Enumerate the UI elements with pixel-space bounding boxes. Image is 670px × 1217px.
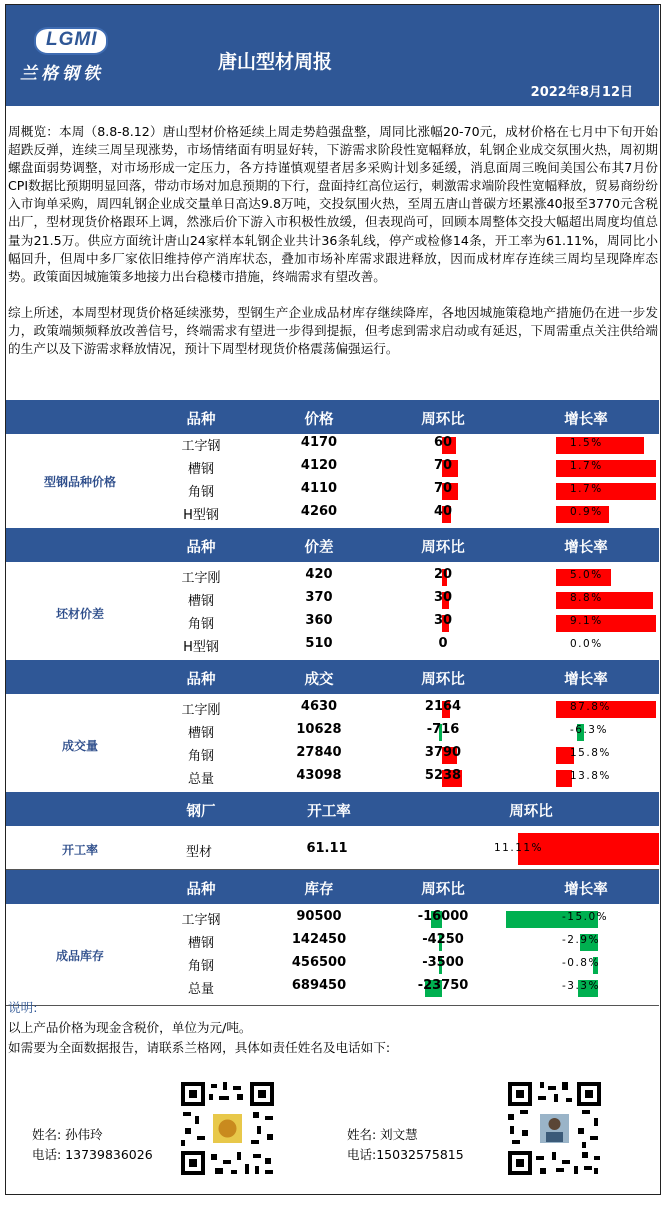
table-cell-value: 43098 xyxy=(296,768,342,783)
table-cell-wow: 30 xyxy=(433,613,453,628)
table-cell-wow: 5238 xyxy=(424,768,462,783)
spread-col-header: 品种 xyxy=(186,540,216,556)
operating-col-header: 钢厂 xyxy=(186,804,216,820)
contact-1 xyxy=(32,1125,153,1165)
table-cell-rate: 13.8% xyxy=(570,770,611,782)
table-cell-name: 槽钢 xyxy=(187,594,214,609)
volume-col-header: 增长率 xyxy=(564,672,608,688)
contact-1-name: 姓名: 孙伟玲 xyxy=(32,1127,103,1142)
table-cell-value: 10628 xyxy=(296,722,342,737)
table-cell-rate: -15.0% xyxy=(562,911,609,923)
inventory-section-label: 成品库存 xyxy=(55,949,104,963)
contact-1-phone: 电话: 13739836026 xyxy=(32,1147,153,1162)
inventory-col-header: 周环比 xyxy=(421,882,465,898)
table-cell-value: 4110 xyxy=(300,481,338,496)
contact-2-phone: 电话:15032575815 xyxy=(347,1147,464,1162)
table-cell-value: 370 xyxy=(305,590,333,605)
weekly-summary xyxy=(8,123,658,358)
qr-code-icon-1 xyxy=(179,1080,276,1177)
price-col-header: 增长率 xyxy=(564,412,608,428)
volume-section-label: 成交量 xyxy=(61,739,98,753)
table-cell-wow: 11.11% xyxy=(494,842,544,854)
report-header xyxy=(6,5,659,106)
price-section-label: 型钢品种价格 xyxy=(43,475,116,489)
table-cell-rate: 87.8% xyxy=(570,701,611,713)
volume-col-header: 周环比 xyxy=(421,672,465,688)
table-cell-rate: 0.9% xyxy=(570,506,603,518)
table-cell-rate: -0.8% xyxy=(562,957,600,969)
inventory-header-band xyxy=(6,870,659,904)
table-cell-wow: 70 xyxy=(433,481,453,496)
spread-col-header: 增长率 xyxy=(564,540,608,556)
table-cell-wow: 60 xyxy=(433,435,453,450)
volume-col-header: 品种 xyxy=(186,672,216,688)
table-cell-rate: -3.3% xyxy=(562,980,600,992)
qr-code-icon-2 xyxy=(506,1080,603,1177)
logo-text: LGMI xyxy=(46,29,98,50)
spread-col-header: 周环比 xyxy=(421,540,465,556)
table-cell-value: 4170 xyxy=(300,435,338,450)
table-cell-name: 工字刚 xyxy=(181,703,221,718)
table-cell-value: 142450 xyxy=(291,932,347,947)
table-cell-rate: 9.1% xyxy=(570,615,603,627)
table-cell-wow: -716 xyxy=(426,722,460,737)
operating-col-header: 周环比 xyxy=(509,804,553,820)
table-cell-value: 510 xyxy=(305,636,333,651)
logo-chinese-name: 兰格钢铁 xyxy=(20,64,104,84)
table-cell-wow: -16000 xyxy=(417,909,469,924)
operating-section-label: 开工率 xyxy=(61,843,98,857)
table-cell-value: 4260 xyxy=(300,504,338,519)
table-cell-value: 4630 xyxy=(300,699,338,714)
table-cell-name: 角钢 xyxy=(187,485,214,500)
table-cell-name: H型钢 xyxy=(183,508,219,523)
table-cell-wow: -23750 xyxy=(417,978,469,993)
table-cell-name: 槽钢 xyxy=(187,726,214,741)
table-cell-name: 工字钢 xyxy=(181,913,221,928)
notes-line-2: 如需要为全面数据报告，请联系兰格网，具体如责任姓名及电话如下: xyxy=(8,1040,391,1055)
table-cell-value: 90500 xyxy=(296,909,342,924)
table-cell-name: 总量 xyxy=(187,772,214,787)
report-title: 唐山型材周报 xyxy=(218,51,333,73)
table-cell-name: 工字钢 xyxy=(181,439,221,454)
notes xyxy=(8,998,390,1058)
lgmi-logo xyxy=(20,27,120,87)
notes-line-1: 以上产品价格为现金含税价，单位为元/吨。 xyxy=(8,1020,252,1035)
table-cell-wow: 70 xyxy=(433,458,453,473)
contact-2 xyxy=(347,1125,464,1165)
table-cell-name: H型钢 xyxy=(183,640,219,655)
table-cell-value: 4120 xyxy=(300,458,338,473)
volume-col-header: 成交 xyxy=(304,672,334,688)
price-header-band xyxy=(6,400,659,434)
report-frame xyxy=(5,4,661,1195)
contact-2-name: 姓名: 刘文慧 xyxy=(347,1127,418,1142)
table-cell-rate: -6.3% xyxy=(570,724,608,736)
table-cell-name: 角钢 xyxy=(187,617,214,632)
inventory-col-header: 品种 xyxy=(186,882,216,898)
price-col-header: 品种 xyxy=(186,412,216,428)
table-cell-value: 456500 xyxy=(291,955,347,970)
table-cell-value: 689450 xyxy=(291,978,347,993)
table-cell-wow: -4250 xyxy=(422,932,464,947)
table-cell-wow: -3500 xyxy=(422,955,464,970)
report-date: 2022年8月12日 xyxy=(530,85,633,100)
operating-header-band xyxy=(6,792,659,826)
summary-paragraph-2: 综上所述，本周型材现货价格延续涨势，型钢生产企业成品材库存继续降库，各地因城施策稳地产措施仍在进一步发力，政策端频频释放改善信号，终端需求有望进一步得到提振，但考虑到需求启动或有延迟，下周需重点关注供给端的生产以及下游需求释放情况，预计下周型材现货价格震荡偏强运行。 xyxy=(8,304,658,357)
table-cell-value: 61.11 xyxy=(306,841,348,856)
table-cell-rate: -2.9% xyxy=(562,934,600,946)
table-cell-wow: 30 xyxy=(433,590,453,605)
table-cell-name: 角钢 xyxy=(187,959,214,974)
summary-paragraph-1: 周概览：本周（8.8-8.12）唐山型材价格延续上周走势趋强盘整，周同比涨幅20-70元，成材价格在七月中下旬开始超跌反弹，连续三周呈现涨势，市场情绪面有明显好转，下游需求阶段性宽幅释放，轧钢企业成交氛围火热，周初期螺盘面弱势调整，对市场形成一定压力，各方持谨慎观望者居多采购计划多延缓，消息面周三晚间美国公布其7月份CPI数据比预期明显回落，带动市场对加息预期的下行，盘面持红高位运行，刺激需求端阶段性宽幅释放，贸易商纷纷入市询单采购，周四轧钢企业成交量单日高达9.8万吨，交投氛围火热，至周五唐山普碳方坯累涨40报至3770元含税出厂，型材现货价格跟环上调，然涨后价下游入市积极性放缓，但表现尚可，回顾本周整体交投大幅超出周度均值总量为21.5万。供应方面统计唐山24家样本轧钢企业共计36条轧线，停产或检修14条，开工率为61.11%，周同比小幅回升，但周中多厂家依旧维持停产消库状态，叠加市场补库需求跟进释放，因而成材库存连续三周均呈现降库态势。政策面因城施策多地接力出台稳楼市措施，终端需求有望改善。 xyxy=(8,124,658,284)
table-cell-value: 27840 xyxy=(296,745,342,760)
table-cell-wow: 3790 xyxy=(424,745,462,760)
table-cell-rate: 1.5% xyxy=(570,437,603,449)
table-cell-name: 型材 xyxy=(185,845,212,860)
table-cell-wow: 2164 xyxy=(424,699,462,714)
table-cell-rate: 1.7% xyxy=(570,460,603,472)
spread-section-label: 坯材价差 xyxy=(55,607,104,621)
table-cell-rate: 8.8% xyxy=(570,592,603,604)
table-cell-wow: 0 xyxy=(438,636,448,651)
table-cell-name: 槽钢 xyxy=(187,462,214,477)
inventory-col-header: 库存 xyxy=(304,882,334,898)
table-cell-name: 工字刚 xyxy=(181,571,221,586)
table-cell-name: 总量 xyxy=(187,982,214,997)
spread-header-band xyxy=(6,528,659,562)
operating-col-header: 开工率 xyxy=(307,804,351,820)
table-cell-rate: 15.8% xyxy=(570,747,611,759)
notes-label: 说明: xyxy=(8,1000,38,1015)
price-col-header: 价格 xyxy=(304,412,334,428)
table-cell-value: 420 xyxy=(305,567,333,582)
spread-col-header: 价差 xyxy=(304,540,334,556)
table-cell-wow: 40 xyxy=(433,504,453,519)
inventory-col-header: 增长率 xyxy=(564,882,608,898)
table-cell-rate: 5.0% xyxy=(570,569,603,581)
volume-header-band xyxy=(6,660,659,694)
table-cell-wow: 20 xyxy=(433,567,453,582)
price-col-header: 周环比 xyxy=(421,412,465,428)
table-cell-value: 360 xyxy=(305,613,333,628)
table-cell-rate: 0.0% xyxy=(570,638,603,650)
table-cell-rate: 1.7% xyxy=(570,483,603,495)
table-cell-name: 角钢 xyxy=(187,749,214,764)
table-cell-name: 槽钢 xyxy=(187,936,214,951)
